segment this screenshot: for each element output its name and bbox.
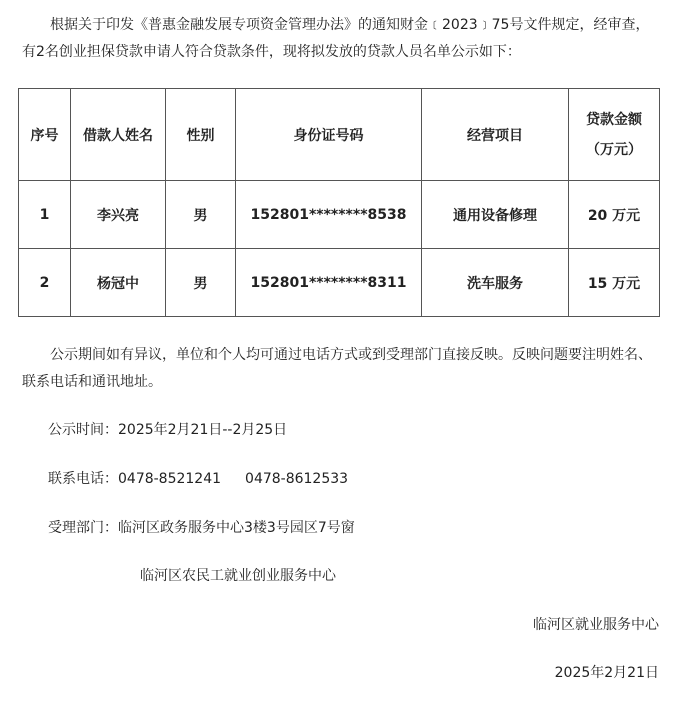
- period-value: 2025年2月21日--2月25日: [118, 422, 288, 438]
- cell-seq: 2: [19, 249, 71, 317]
- cell-amount: 15 万元: [569, 249, 660, 317]
- loan-recipients-table: [18, 88, 660, 317]
- header-business: 经营项目: [422, 89, 569, 181]
- cell-name: 杨冠中: [71, 249, 166, 317]
- dept-org: 临河区农民工就业创业服务中心: [140, 568, 336, 584]
- cell-id-number: 152801********8538: [236, 181, 422, 249]
- dept-value: 临河区政务服务中心3楼3号园区7号窗: [118, 520, 355, 536]
- cell-id-number: 152801********8311: [236, 249, 422, 317]
- intro-paragraph: 根据关于印发《普惠金融发展专项资金管理办法》的通知财金﹝2023﹞75号文件规定，经审查，有2名创业担保贷款申请人符合贷款条件，现将拟发放的贷款人员名单公示如下：: [22, 17, 650, 60]
- cell-gender: 男: [166, 249, 236, 317]
- dept-line: [48, 518, 355, 538]
- cell-seq: 1: [19, 181, 71, 249]
- table-header-row: [19, 89, 660, 181]
- signature: 临河区就业服务中心: [533, 617, 659, 633]
- cell-business: 通用设备修理: [422, 181, 569, 249]
- table-row: [19, 181, 660, 249]
- phone-2: 0478-8612533: [245, 471, 349, 487]
- phone-label: 联系电话：: [48, 471, 118, 487]
- header-name: 借款人姓名: [71, 89, 166, 181]
- cell-gender: 男: [166, 181, 236, 249]
- cell-name: 李兴亮: [71, 181, 166, 249]
- header-seq: 序号: [19, 89, 71, 181]
- header-amount-line1: 贷款金额: [586, 111, 642, 128]
- table-row: [19, 249, 660, 317]
- notice-date: 2025年2月21日: [554, 665, 659, 681]
- header-amount-line2: （万元）: [586, 141, 642, 158]
- phone-line: [48, 469, 348, 489]
- dept-label: 受理部门：: [48, 520, 118, 536]
- header-id-number: 身份证号码: [236, 89, 422, 181]
- cell-amount: 20 万元: [569, 181, 660, 249]
- phone-1: 0478-8521241: [118, 471, 222, 487]
- period-label: 公示时间：: [48, 422, 118, 438]
- cell-business: 洗车服务: [422, 249, 569, 317]
- period-line: [48, 420, 287, 440]
- header-amount: [569, 89, 660, 181]
- objection-paragraph: 公示期间如有异议，单位和个人均可通过电话方式或到受理部门直接反映。反映问题要注明姓名、联系电话和通讯地址。: [22, 347, 652, 390]
- header-gender: 性别: [166, 89, 236, 181]
